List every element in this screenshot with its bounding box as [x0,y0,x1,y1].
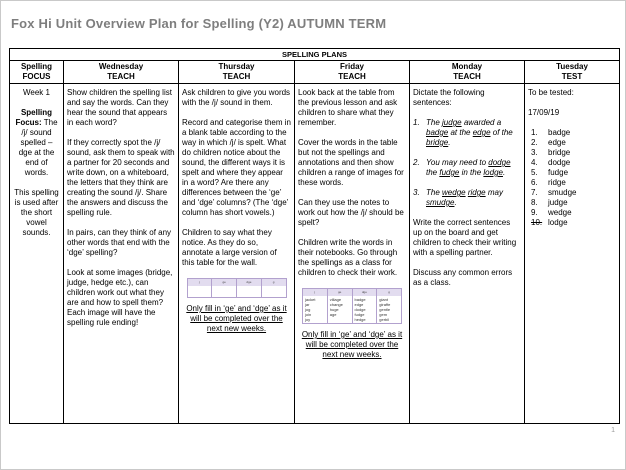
text-segment: wedge [442,188,466,197]
mini-table-word: join [305,312,312,317]
mini-table-word: gentle [379,307,391,312]
mini-table-word: gerbil [379,317,390,322]
text-segment: The [426,188,443,197]
item-number: 2. [531,138,538,147]
mini-table-body-row [303,296,401,323]
mini-table-word: badge [354,297,366,302]
test-word-item [528,138,616,148]
column-header-row [10,61,620,84]
spelling-plans-banner: SPELLING PLANS [10,49,620,61]
text-segment: the [426,168,440,177]
test-word-item [528,148,616,158]
text-segment: edge [472,128,491,137]
test-word: badge [548,128,571,137]
paragraph: Look back at the table from the previous lesson and ask children to share what they remember. [298,88,398,127]
sentence-number: 1. [413,118,420,127]
mini-table-word-column [188,286,212,297]
paragraph: Cover the words in the table but not the spellings and annotations and then show children a range of images for these words. [298,138,404,187]
item-number: 6. [531,178,538,187]
mini-table-word-column [376,296,401,323]
dictation-sentence [413,188,521,208]
mini-table-word-column [303,296,327,323]
text-segment: of the [490,128,513,137]
thursday-cell [179,84,295,424]
mini-table-word: gem [379,312,388,317]
column-header-wednesday [64,61,179,84]
column-day-label: Thursday [218,62,255,71]
page-number: 1 [611,427,615,434]
focus-cell [10,84,64,424]
test-word: dodge [548,158,571,167]
blank-categorisation-table-thumbnail [187,278,287,298]
column-type-label: TEST [561,72,583,81]
mini-table-header-cell: ge [211,279,236,286]
mini-table-header-cell: g [376,289,401,296]
mini-table-header-cell: j [199,280,200,284]
column-header-thursday [179,61,295,84]
text-segment: dodge [488,158,511,167]
item-number: 4. [531,158,538,167]
paragraph: Discuss any common errors as a class. [413,268,513,287]
week-label: Week 1 [23,88,50,97]
text-segment: in the [459,168,484,177]
mini-table-header-cell: g [261,279,286,286]
paragraph: Look at some images (bridge, judge, hedge etc.), can children work out what they are and how to spell them? Each image will have the spelling rule ending! [67,268,173,327]
text-segment: Spelling Focus: [15,108,53,127]
text-segment: at the [448,128,473,137]
test-word: lodge [548,218,568,227]
text-segment: ridge [467,188,486,197]
dictation-sentence [413,118,521,148]
mini-table-word: giant [379,297,388,302]
sentence-text [426,188,521,208]
paragraph: Ask children to give you words with the /j/ sound in them. [182,88,291,107]
spelling-focus-note: This spelling is used after the short vowel sounds. [14,188,59,237]
dictation-sentence [413,158,521,178]
column-day-label: Monday [451,62,483,71]
mini-table-word: fudge [354,312,365,317]
text-segment: fudge [439,168,460,177]
text-segment: . [502,168,506,177]
test-word-item [528,168,616,178]
test-date: 17/09/19 [528,108,560,117]
word-categorisation-table-thumbnail [302,288,402,324]
column-day-label: Wednesday [98,62,144,71]
mini-table-header-cell: dge [352,289,377,296]
mini-table-word: change [329,302,343,307]
column-type-label: TEACH [107,72,135,81]
item-number: 5. [531,168,538,177]
text-segment: . [454,198,457,207]
column-header-tuesday [525,61,620,84]
text-segment: awarded a [461,118,502,127]
mini-table-header-cell: dge [236,279,261,286]
mini-table-word: joy [305,317,311,322]
text-segment: You may need to [426,158,489,167]
text-segment: judge [442,118,462,127]
mini-table-header-row [188,279,286,286]
test-word: fudge [548,168,569,177]
friday-cell [295,84,410,424]
test-word-item [528,198,616,208]
fill-in-note: Only fill in ‘ge’ and ‘dge’ as it will be completed over the next new weeks. [301,330,403,359]
mini-table-header-cell: ge [327,289,352,296]
mini-table-word: giraffe [379,302,391,307]
paragraph: Show children the spelling list and say the words. Can they hear the sound that appears in each word? [67,88,172,127]
column-type-label: FOCUS [22,72,51,81]
test-heading: To be tested: [528,88,574,97]
text-segment: lodge [483,168,503,177]
column-type-label: TEACH [338,72,366,81]
column-day-label: Friday [339,62,364,71]
mini-table-word: edge [354,302,364,307]
mini-table-word-column [261,286,286,297]
tuesday-cell [525,84,620,424]
paragraph: Write the correct sentences up on the board and get children to check their writing with a spelling partner. [413,218,517,257]
text-segment: The [426,118,443,127]
column-type-label: TEACH [222,72,251,81]
spelling-focus-statement [13,108,60,178]
column-type-label: TEACH [453,72,481,81]
sentence-text [426,158,521,178]
mini-table-word: hedge [354,317,366,322]
text-segment: badge [426,128,449,137]
test-word-item [528,158,616,168]
monday-cell [410,84,525,424]
sentence-number: 2. [413,158,420,167]
sentence-number: 3. [413,188,420,197]
mini-table-word-column [327,296,352,323]
test-word: ridge [548,178,566,187]
paragraph: Record and categorise them in a blank table according to the way in which /j/ is spelt. What do children notice about the sound, the different ways it is spelt and where they appear in a word? Are there any differences between the ‘ge’ and ‘dge’ columns? (The ‘dge’ column has short vowels.) [182,118,291,217]
test-word: smudge [548,188,577,197]
item-number: 1. [531,128,538,137]
paragraph: Can they use the notes to work out how the /j/ should be spelt? [298,198,404,227]
mini-table-header-cell: j [314,290,316,294]
mini-table-word: jog [305,307,311,312]
column-day-label: Tuesday [556,62,588,71]
fill-in-note: Only fill in ‘ge’ and ‘dge’ as it will be completed over the next new weeks. [186,304,287,333]
dictation-intro: Dictate the following sentences: [413,88,485,107]
text-segment: . [448,138,451,147]
wednesday-cell [64,84,179,424]
item-number: 8. [531,198,538,207]
column-header-friday [295,61,410,84]
item-number: 7. [531,188,538,197]
test-word: edge [548,138,566,147]
spelling-plan-table [9,48,620,424]
mini-table-word-column [236,286,261,297]
test-word-item [528,188,616,198]
text-segment: smudge [426,198,455,207]
mini-table-word: village [329,297,342,302]
mini-table-word-column [352,296,377,323]
test-word-item [528,208,616,218]
mini-table-word: jacket [305,297,316,302]
paragraph: Children write the words in their notebooks. Go through the spellings as a class for children to check their work. [298,238,398,277]
test-word-item [528,128,616,138]
mini-table-word: age [329,312,337,317]
paragraph: In pairs, can they think of any other words that end with the ‘dge’ spelling? [67,228,172,257]
test-word: wedge [548,208,572,217]
item-number: 3. [531,148,538,157]
item-number: 9. [531,208,538,217]
test-word-item [528,178,616,188]
mini-table-word-column [211,286,236,297]
mini-table-word: jar [305,302,310,307]
column-day-label: Spelling [20,62,53,71]
text-segment: The /j/ sound spelled – dge at the end of words. [18,118,58,177]
text-segment: bridge [426,138,449,147]
item-number-struck: 10. [531,218,543,227]
sentence-text [426,118,521,148]
test-word-item [528,218,616,228]
test-word: judge [548,198,568,207]
column-header-spelling-focus [10,61,64,84]
mini-table-header-row [303,289,401,296]
mini-table-word: dodge [354,307,366,312]
test-word: bridge [548,148,571,157]
paragraph: If they correctly spot the /j/ sound, ask them to speak with a partner for 20 seconds and write down, on a whiteboard, the letters that they think are creating the sound /j/. Share the answers and discuss the spelling rule. [67,138,175,217]
mini-table-word: huge [329,307,339,312]
text-segment: may [485,188,503,197]
mini-table-body-row [188,286,286,297]
page-title: Fox Hi Unit Overview Plan for Spelling (Y2) AUTUMN TERM [11,16,387,31]
column-header-monday [410,61,525,84]
week1-row [10,84,620,424]
paragraph: Children to say what they notice. As they do so, annotate a large version of this table for the wall. [182,228,277,267]
